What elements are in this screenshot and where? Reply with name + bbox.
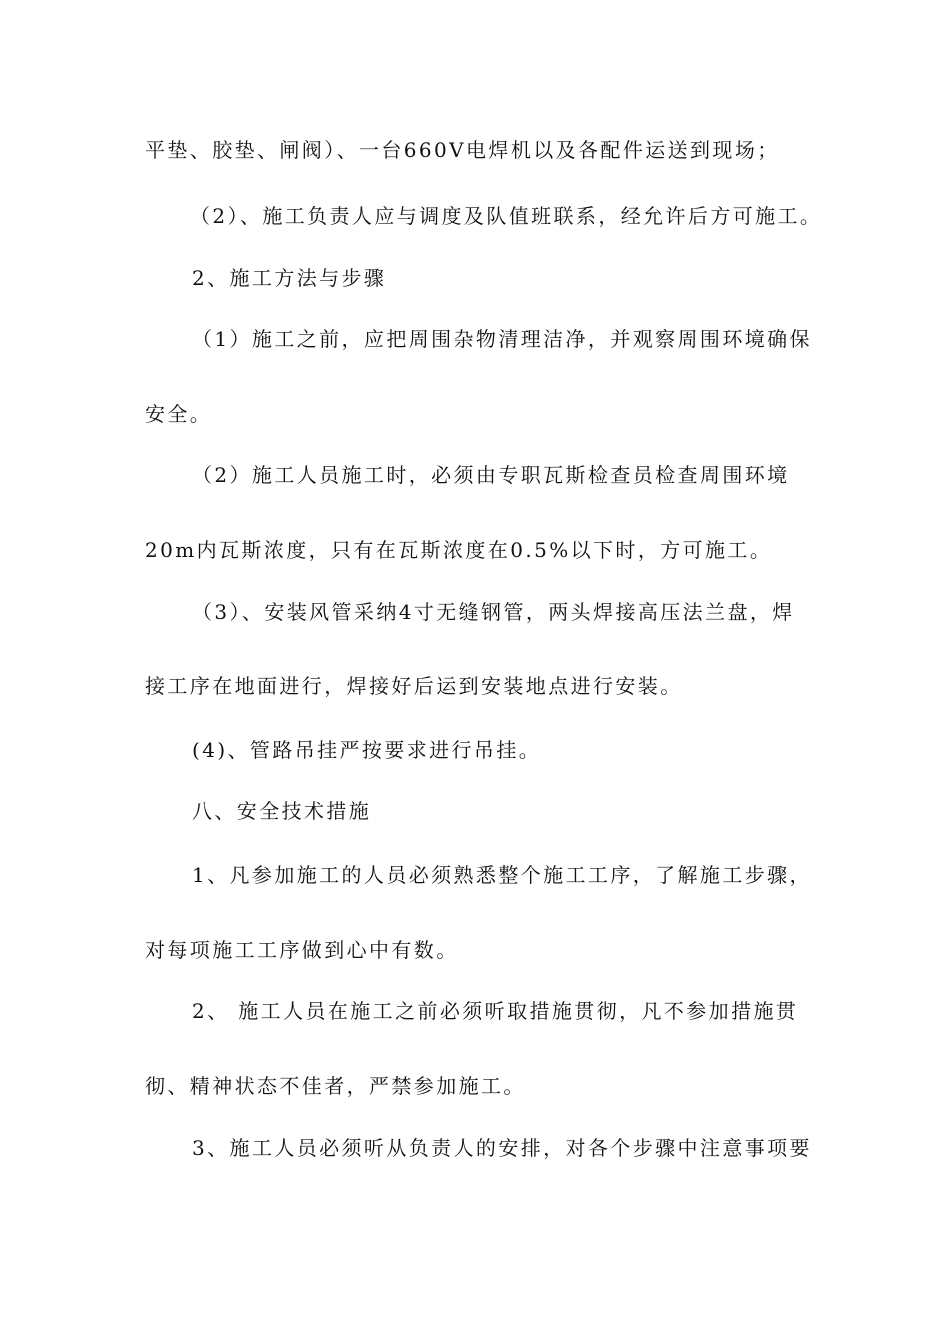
text-line-step-2: （2）施工人员施工时，必须由专职瓦斯检查员检查周围环境 — [192, 463, 790, 487]
text-line-step-2-cont: 20m内瓦斯浓度，只有在瓦斯浓度在0.5%以下时，方可施工。 — [145, 538, 773, 562]
text-line-step-1: （1）施工之前，应把周围杂物清理洁净，并观察周围环境确保 — [192, 327, 812, 351]
text-line-safety-2: 2、 施工人员在施工之前必须听取措施贯彻，凡不参加措施贯 — [192, 999, 799, 1023]
section-heading-safety-measures: 八、安全技术措施 — [192, 799, 372, 823]
section-heading-construction-method: 2、施工方法与步骤 — [192, 266, 387, 290]
text-line-item-2-contact: （2）、施工负责人应与调度及队值班联系，经允许后方可施工。 — [190, 204, 823, 228]
text-line-step-4: (4)、管路吊挂严按要求进行吊挂。 — [192, 738, 542, 762]
text-line-step-3: （3）、安装风管采纳4寸无缝钢管，两头焊接高压法兰盘，焊 — [192, 600, 795, 624]
text-line-safety-1-cont: 对每项施工工序做到心中有数。 — [145, 938, 459, 962]
text-line-safety-3: 3、施工人员必须听从负责人的安排，对各个步骤中注意事项要 — [192, 1136, 812, 1160]
text-line-step-1-cont: 安全。 — [145, 402, 213, 426]
text-line-safety-2-cont: 彻、精神状态不佳者，严禁参加施工。 — [145, 1074, 526, 1098]
text-line-step-3-cont: 接工序在地面进行，焊接好后运到安装地点进行安装。 — [145, 674, 683, 698]
text-line-continuation: 平垫、胶垫、闸阀）、一台660V电焊机以及各配件运送到现场； — [145, 138, 780, 162]
text-line-safety-1: 1、凡参加施工的人员必须熟悉整个施工工序，了解施工步骤， — [192, 863, 812, 887]
